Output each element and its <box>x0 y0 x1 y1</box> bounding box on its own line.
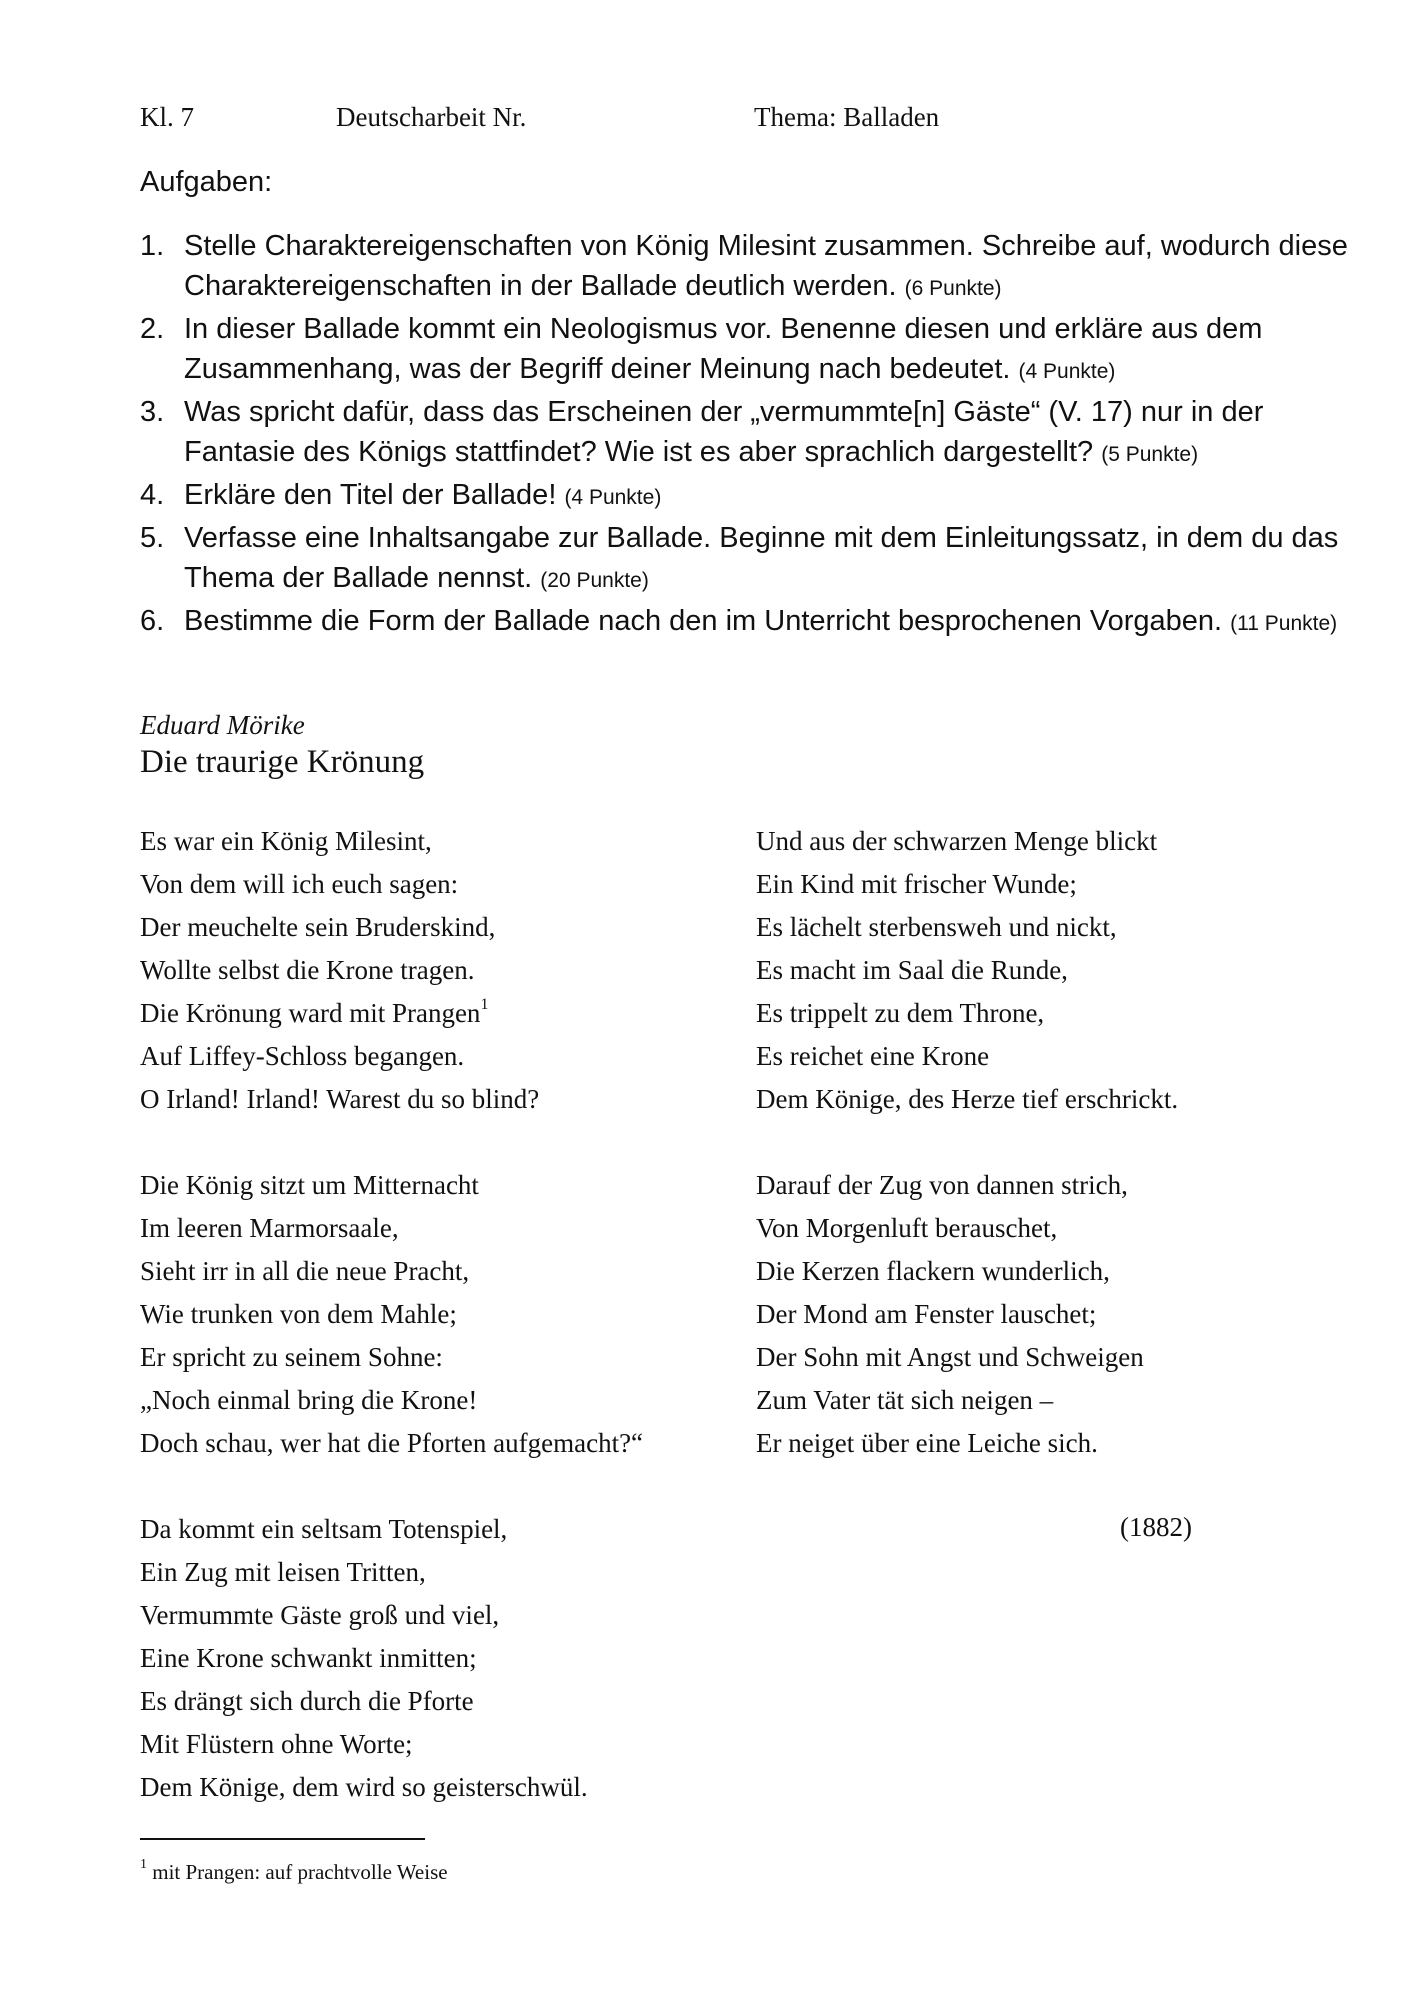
task-text-block <box>184 392 1360 475</box>
poem-line <box>140 1336 720 1379</box>
task-number: 2. <box>140 313 165 345</box>
poem-line <box>756 1207 1356 1250</box>
poem-line-text: Doch schau, wer hat die Pforten aufgemacht?“ <box>140 1428 644 1458</box>
task-text: Stelle Charaktereigenschaften von König Milesint zusammen. Schreibe auf, wodurch diese Charaktereigenschaften in der Ballade deutlich werden. <box>184 230 1348 302</box>
task-text: Bestimme die Form der Ballade nach den im Unterricht besprochenen Vorgaben. <box>184 605 1223 637</box>
poem-line-text: Es war ein König Milesint, <box>140 826 432 856</box>
task-points: (4 Punkte) <box>1018 360 1116 383</box>
poem-line <box>140 1723 720 1766</box>
poem-line-text: Und aus der schwarzen Menge blickt <box>756 826 1158 856</box>
poem-line <box>756 1164 1356 1207</box>
poem-line-text: Darauf der Zug von dannen strich, <box>756 1170 1128 1200</box>
poem-line <box>140 1680 720 1723</box>
poem-line <box>756 1379 1356 1422</box>
poem-line-text: Auf Liffey-Schloss begangen. <box>140 1041 465 1071</box>
poem-line <box>756 992 1356 1035</box>
poem-line <box>140 992 720 1035</box>
poem-line <box>140 1035 720 1078</box>
poem-line-text: Dem Könige, dem wird so geisterschwül. <box>140 1772 588 1802</box>
poem-line-text: Er spricht zu seinem Sohne: <box>140 1342 443 1372</box>
poem-stanza <box>756 1164 1356 1465</box>
task-text: Erkläre den Titel der Ballade! <box>184 479 557 511</box>
task-number: 4. <box>140 479 165 511</box>
task-points: (6 Punkte) <box>904 277 1002 300</box>
poem-line-text: Es macht im Saal die Runde, <box>756 955 1068 985</box>
poem-line-text: Er neiget über eine Leiche sich. <box>756 1428 1098 1458</box>
task-text: In dieser Ballade kommt ein Neologismus vor. Benenne diesen und erkläre aus dem Zusammenhang, was der Begriff deiner Meinung nach bedeutet. <box>184 313 1263 385</box>
poem-line <box>140 820 720 863</box>
poem-line-text: Der meuchelte sein Bruderskind, <box>140 912 496 942</box>
header-topic: Thema: Balladen <box>754 102 940 132</box>
poem-line-text: Da kommt ein seltsam Totenspiel, <box>140 1514 508 1544</box>
poem-line-text: O Irland! Irland! Warest du so blind? <box>140 1084 540 1114</box>
task-text-block <box>184 226 1360 309</box>
task-points: (5 Punkte) <box>1101 443 1199 466</box>
task-number: 5. <box>140 522 165 554</box>
poem-line <box>140 1551 720 1594</box>
task-number: 1. <box>140 230 165 262</box>
poem-line <box>140 1250 720 1293</box>
poem-line <box>140 906 720 949</box>
task-number: 6. <box>140 605 165 637</box>
poem-author: Eduard Mörike <box>140 710 305 740</box>
poem-line-text: Vermummte Gäste groß und viel, <box>140 1600 500 1630</box>
poem-stanza <box>140 820 720 1121</box>
poem-line-text: Mit Flüstern ohne Worte; <box>140 1729 413 1759</box>
task-points: (11 Punkte) <box>1230 612 1338 635</box>
poem-line-text: Im leeren Marmorsaale, <box>140 1213 399 1243</box>
poem-line <box>756 1035 1356 1078</box>
poem-line-text: Von dem will ich euch sagen: <box>140 869 459 899</box>
poem-line <box>140 1164 720 1207</box>
poem-line <box>140 1594 720 1637</box>
poem-line <box>140 1422 720 1465</box>
task-item <box>140 475 1360 518</box>
poem-line-text: Zum Vater tät sich neigen – <box>756 1385 1054 1415</box>
poem-line <box>756 1422 1356 1465</box>
footnote-divider <box>140 1838 425 1840</box>
task-points: (20 Punkte) <box>540 569 649 592</box>
poem-line-text: Der Sohn mit Angst und Schweigen <box>756 1342 1144 1372</box>
poem-title: Die traurige Krönung <box>140 744 425 780</box>
task-number: 3. <box>140 396 165 428</box>
poem-line-text: Eine Krone schwankt inmitten; <box>140 1643 477 1673</box>
task-item <box>140 601 1360 644</box>
poem-line <box>756 1078 1356 1121</box>
poem-line <box>140 949 720 992</box>
poem-line <box>756 1250 1356 1293</box>
poem-line <box>140 1766 720 1809</box>
footnote-text: mit Prangen: auf prachtvolle Weise <box>152 1860 448 1884</box>
poem-line <box>756 1293 1356 1336</box>
page-header <box>140 102 1340 142</box>
poem-line-text: Es lächelt sterbensweh und nickt, <box>756 912 1117 942</box>
task-text: Verfasse eine Inhaltsangabe zur Ballade. Beginne mit dem Einleitungssatz, in dem du das Thema der Ballade nennst. <box>184 522 1339 594</box>
poem-column-right <box>756 820 1356 1508</box>
task-text-block <box>184 475 1360 518</box>
header-work-number: Deutscharbeit Nr. <box>336 102 527 132</box>
footnote-reference: 1 <box>480 996 489 1013</box>
poem-line-text: Wie trunken von dem Mahle; <box>140 1299 457 1329</box>
poem-line-text: Ein Kind mit frischer Wunde; <box>756 869 1077 899</box>
poem-stanza <box>756 820 1356 1121</box>
poem-line-text: Die König sitzt um Mitternacht <box>140 1170 479 1200</box>
poem-line <box>756 820 1356 863</box>
task-item <box>140 226 1360 309</box>
poem-stanza <box>140 1508 720 1809</box>
task-text: Was spricht dafür, dass das Erscheinen der „vermummte[n] Gäste“ (V. 17) nur in der Fantasie des Königs stattfindet? Wie ist es aber sprachlich dargestellt? <box>184 396 1264 468</box>
poem-line <box>756 949 1356 992</box>
poem-line-text: Die Krönung ward mit Prangen <box>140 998 481 1028</box>
footnote <box>140 1857 448 1885</box>
poem-line-text: Von Morgenluft berauschet, <box>756 1213 1058 1243</box>
task-item <box>140 518 1360 601</box>
poem-line <box>140 1293 720 1336</box>
poem-line <box>140 1207 720 1250</box>
poem-line-text: Sieht irr in all die neue Pracht, <box>140 1256 470 1286</box>
poem-year: (1882) <box>1120 1512 1192 1542</box>
header-class: Kl. 7 <box>140 102 194 132</box>
task-text-block <box>184 518 1360 601</box>
tasks-heading: Aufgaben: <box>140 166 273 198</box>
poem-line <box>140 863 720 906</box>
poem-line-text: Die Kerzen flackern wunderlich, <box>756 1256 1110 1286</box>
poem-line <box>140 1508 720 1551</box>
poem-line <box>140 1379 720 1422</box>
poem-line-text: Der Mond am Fenster lauschet; <box>756 1299 1097 1329</box>
poem-line-text: Ein Zug mit leisen Tritten, <box>140 1557 426 1587</box>
task-item <box>140 309 1360 392</box>
poem-line <box>756 863 1356 906</box>
task-text-block <box>184 309 1360 392</box>
poem-line <box>140 1078 720 1121</box>
poem-line <box>756 1336 1356 1379</box>
poem-column-left <box>140 820 720 1852</box>
poem-line-text: Wollte selbst die Krone tragen. <box>140 955 475 985</box>
task-text-block <box>184 601 1360 644</box>
footnote-marker: 1 <box>140 1857 147 1872</box>
poem-line <box>140 1637 720 1680</box>
poem-stanza <box>140 1164 720 1465</box>
poem-line-text: Es drängt sich durch die Pforte <box>140 1686 474 1716</box>
task-list <box>140 226 1360 644</box>
task-points: (4 Punkte) <box>564 486 662 509</box>
poem-line <box>756 906 1356 949</box>
poem-line-text: „Noch einmal bring die Krone! <box>140 1385 478 1415</box>
task-item <box>140 392 1360 475</box>
poem-line-text: Es reichet eine Krone <box>756 1041 990 1071</box>
poem-line-text: Es trippelt zu dem Throne, <box>756 998 1045 1028</box>
poem-line-text: Dem Könige, des Herze tief erschrickt. <box>756 1084 1179 1114</box>
